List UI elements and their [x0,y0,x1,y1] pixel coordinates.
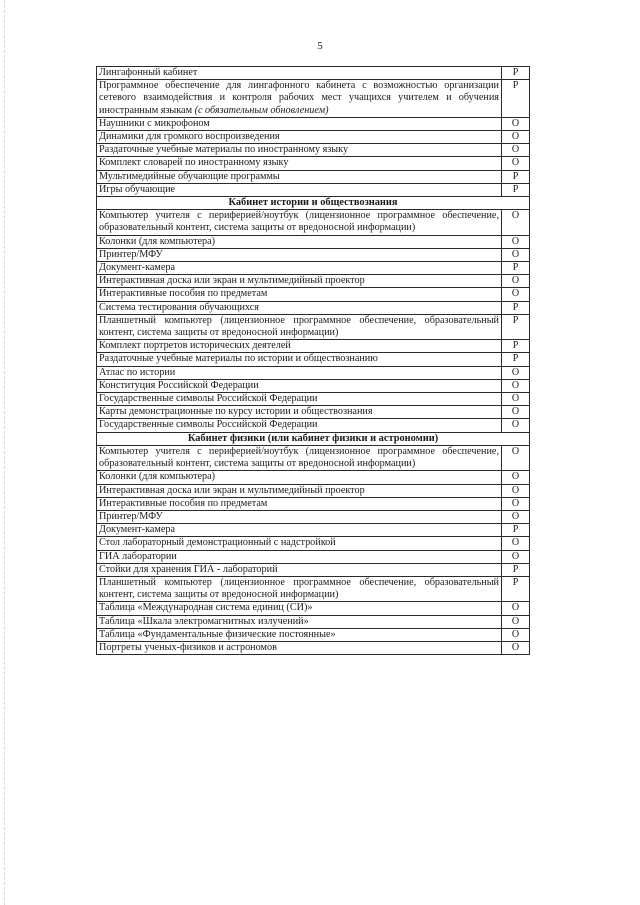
equipment-name-cell [97,353,502,366]
equipment-name: Раздаточные учебные материалы по истории и обществознанию [99,353,378,365]
requirement-mark: О [502,275,530,288]
table-row [97,210,530,235]
equipment-name: Государственные символы Российской Федерации [99,393,318,405]
equipment-name-cell [97,445,502,470]
section-title: Кабинет физики (или кабинет физики и астрономии) [97,432,530,445]
requirement-mark: О [502,628,530,641]
equipment-table-body [97,67,530,655]
table-row [97,183,530,196]
equipment-name: Компьютер учителя с периферией/ноутбук (лицензионное программное обеспечение, образовательный контент, система защиты от вредоносной информации) [99,210,499,234]
requirement-mark: О [502,550,530,563]
requirement-mark: О [502,157,530,170]
equipment-name-cell [97,248,502,261]
equipment-name-cell [97,131,502,144]
table-row [97,131,530,144]
equipment-name-cell [97,288,502,301]
equipment-name: Принтер/МФУ [99,248,163,260]
equipment-name: Планшетный компьютер (лицензионное программное обеспечение, образовательный контент, система защиты от вредоносной информации) [99,314,499,339]
equipment-name-cell [97,340,502,353]
table-row [97,563,530,576]
equipment-name-cell [97,170,502,183]
table-row [97,117,530,130]
equipment-name: Интерактивная доска или экран и мультимедийный проектор [99,275,365,287]
equipment-name: Интерактивная доска или экран и мультимедийный проектор [99,484,365,496]
equipment-name-cell [97,144,502,157]
requirement-mark: Р [502,524,530,537]
requirement-mark: О [502,366,530,379]
table-row [97,484,530,497]
requirement-mark: О [502,210,530,235]
equipment-name: Комплект портретов исторических деятелей [99,340,291,352]
equipment-name: Мультимедийные обучающие программы [99,170,280,182]
table-row [97,550,530,563]
equipment-name-cell [97,379,502,392]
equipment-name: Динамики для громкого воспроизведения [99,131,280,143]
requirement-mark: О [502,248,530,261]
requirement-mark: О [502,131,530,144]
table-row [97,497,530,510]
section-header-row [97,197,530,210]
table-row [97,301,530,314]
requirement-mark: Р [502,67,530,80]
equipment-name-cell [97,471,502,484]
equipment-name-cell [97,157,502,170]
equipment-name: Интерактивные пособия по предметам [99,288,268,300]
scan-edge [0,0,5,905]
equipment-note: (с обязательным обновлением) [194,104,329,116]
requirement-mark: Р [502,576,530,601]
equipment-name-cell [97,67,502,80]
table-row [97,157,530,170]
section-header-row [97,432,530,445]
equipment-name: Раздаточные учебные материалы по иностранному языку [99,144,349,156]
requirement-mark: Р [502,170,530,183]
equipment-name: Принтер/МФУ [99,510,163,522]
equipment-name: Игры обучающие [99,183,176,195]
equipment-name-cell [97,550,502,563]
equipment-name-cell [97,615,502,628]
equipment-name: Интерактивные пособия по предметам [99,497,268,509]
equipment-name: Портреты ученых-физиков и астрономов [99,641,277,653]
requirement-mark: О [502,484,530,497]
equipment-name: Конституция Российской Федерации [99,379,259,391]
requirement-mark: Р [502,301,530,314]
table-row [97,262,530,275]
equipment-name-cell [97,235,502,248]
equipment-name: Стол лабораторный демонстрационный с надстройкой [99,537,336,549]
requirement-mark: О [502,406,530,419]
equipment-name-cell [97,406,502,419]
equipment-name-cell [97,210,502,235]
equipment-name-cell [97,183,502,196]
table-row [97,393,530,406]
requirement-mark: О [502,379,530,392]
equipment-name: Наушники с микрофоном [99,117,210,129]
equipment-name-cell [97,563,502,576]
requirement-mark: О [502,393,530,406]
requirement-mark: Р [502,183,530,196]
requirement-mark: О [502,235,530,248]
table-row [97,602,530,615]
table-row [97,471,530,484]
equipment-table [96,66,530,655]
requirement-mark: О [502,641,530,654]
requirement-mark: Р [502,314,530,339]
equipment-name-cell [97,366,502,379]
requirement-mark: О [502,419,530,432]
requirement-mark: Р [502,262,530,275]
table-row [97,248,530,261]
equipment-name-cell [97,576,502,601]
section-title: Кабинет истории и обществознания [97,197,530,210]
equipment-name: Карты демонстрационные по курсу истории и обществознания [99,406,373,418]
equipment-name-cell [97,262,502,275]
equipment-name-cell [97,524,502,537]
equipment-name: ГИА лаборатории [99,550,177,562]
requirement-mark: О [502,537,530,550]
equipment-name-cell [97,641,502,654]
table-row [97,628,530,641]
requirement-mark: О [502,602,530,615]
table-row [97,288,530,301]
equipment-name: Атлас по истории [99,366,176,378]
equipment-name: Система тестирования обучающихся [99,301,259,313]
table-row [97,170,530,183]
table-row [97,379,530,392]
table-row [97,80,530,118]
requirement-mark: О [502,615,530,628]
requirement-mark: О [502,288,530,301]
equipment-name-cell [97,510,502,523]
equipment-name: Колонки (для компьютера) [99,235,216,247]
equipment-name: Лингафонный кабинет [99,67,198,78]
equipment-name: Документ-камера [99,524,175,536]
table-row [97,353,530,366]
equipment-name: Документ-камера [99,262,175,274]
equipment-name-cell [97,393,502,406]
equipment-name-cell [97,419,502,432]
equipment-name: Государственные символы Российской Федерации [99,419,318,431]
equipment-name-cell [97,314,502,339]
table-row [97,419,530,432]
equipment-name: Планшетный компьютер (лицензионное программное обеспечение, образовательный контент, система защиты от вредоносной информации) [99,576,499,601]
equipment-name-cell [97,301,502,314]
page-number: 5 [317,40,323,52]
equipment-name-cell [97,497,502,510]
table-row [97,275,530,288]
requirement-mark: О [502,117,530,130]
equipment-name-cell [97,484,502,497]
table-row [97,445,530,470]
equipment-name: Таблица «Шкала электромагнитных излучений» [99,615,309,627]
equipment-name: Колонки (для компьютера) [99,471,216,483]
equipment-name-cell [97,602,502,615]
equipment-name-cell [97,537,502,550]
requirement-mark: О [502,471,530,484]
requirement-mark: Р [502,563,530,576]
table-row [97,67,530,80]
equipment-name-cell [97,80,502,118]
equipment-name: Комплект словарей по иностранному языку [99,157,289,169]
requirement-mark: Р [502,340,530,353]
table-row [97,144,530,157]
equipment-name: Программное обеспечение для лингафонного кабинета с возможностью организации сетевого взаимодействия и контроля рабочих мест учащихся учителем и обучения иностранным языкам [99,80,499,116]
requirement-mark: Р [502,353,530,366]
table-row [97,615,530,628]
table-row [97,340,530,353]
table-row [97,576,530,601]
table-row [97,366,530,379]
equipment-name-cell [97,628,502,641]
equipment-name-cell [97,117,502,130]
table-row [97,641,530,654]
equipment-name: Таблица «Фундаментальные физические постоянные» [99,628,336,640]
requirement-mark: Р [502,80,530,118]
table-row [97,537,530,550]
table-row [97,235,530,248]
equipment-name-cell [97,275,502,288]
requirement-mark: О [502,510,530,523]
requirement-mark: О [502,497,530,510]
table-row [97,406,530,419]
equipment-name: Стойки для хранения ГИА - лабораторий [99,563,278,575]
equipment-name: Компьютер учителя с периферией/ноутбук (лицензионное программное обеспечение, образовательный контент, система защиты от вредоносной информации) [99,445,499,470]
requirement-mark: О [502,144,530,157]
requirement-mark: О [502,445,530,470]
table-row [97,314,530,339]
table-row [97,510,530,523]
table-row [97,524,530,537]
equipment-name: Таблица «Международная система единиц (СИ)» [99,602,313,614]
